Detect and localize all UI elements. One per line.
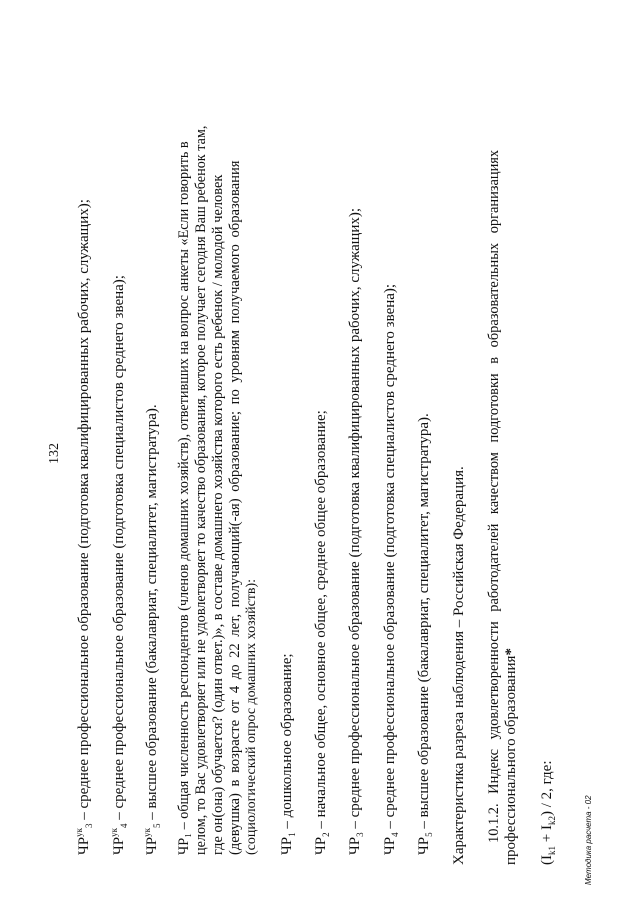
- cr5-label: ЧР: [144, 836, 160, 855]
- cr5-line: [143, 404, 162, 855]
- cr4-sub: 4: [119, 823, 129, 829]
- cr4b-label: ЧР: [382, 836, 398, 855]
- cr1-label: ЧР: [279, 836, 295, 855]
- cr5b-sub: 5: [424, 832, 434, 837]
- paragraph-cr1-line3: где он(она) обучается? (один ответ.)», в составе домашнего хозяйства которого есть ребенок / молодой человек: [210, 174, 226, 855]
- index-heading-line1: 10.1.2. Индекс удовлетворенности работодателей качеством подготовки в образовательных организациях: [486, 149, 502, 843]
- formula-sub1: k1: [547, 846, 557, 855]
- page-footer: Методика расчета - 02: [584, 795, 593, 885]
- cr3b-sub: 3: [355, 832, 365, 837]
- cr3-text: – среднее профессиональное образование (подготовка квалифицированных рабочих, служащих);: [76, 199, 92, 824]
- cr3-sub: 3: [84, 823, 94, 829]
- cr3b-text: – среднее профессиональное образование (подготовка квалифицированных рабочих, служащих);: [347, 207, 363, 833]
- cr3-sup: ук: [74, 828, 84, 837]
- cr1-line: [280, 653, 297, 855]
- cr5b-label: ЧР: [416, 836, 432, 855]
- cr3b-line: [348, 208, 365, 855]
- breakdown-line: Характеристика разреза наблюдения – Российская Федерация.: [451, 466, 467, 865]
- cr2-label: ЧР: [313, 836, 329, 855]
- cr5b-line: [417, 413, 434, 855]
- index-heading-text: профессионального образования: [503, 655, 519, 865]
- cr1-sub: 1: [287, 832, 297, 837]
- cr4-label: ЧР: [111, 836, 127, 855]
- cr4b-sub: 4: [390, 832, 400, 837]
- formula-mid: + I: [539, 825, 555, 846]
- cr5b-text: – высшее образование (бакалавриат, специалитет, магистратура).: [416, 413, 432, 833]
- paragraph-cr1-line4: (девушка) в возрасте от 4 до 22 лет, получающий(-ая) образование; по уровням получаемого образования: [227, 160, 243, 855]
- cr4b-line: [383, 284, 400, 855]
- cr1-text: – дошкольное образование;: [279, 653, 295, 833]
- cr2-text: – начальное общее, основное общее, среднее общее образование;: [313, 410, 329, 833]
- cr2-line: [314, 410, 331, 855]
- cr5-text: – высшее образование (бакалавриат, специалитет, магистратура).: [144, 404, 160, 824]
- cr2-sub: 2: [321, 832, 331, 837]
- paragraph-cr1-line1: ЧР₁ – общая численность респондентов (членов домашних хозяйств), ответивших на вопрос анкеты «Если говорить в: [176, 141, 192, 855]
- index-heading-line2: [504, 648, 519, 865]
- formula-close: ) / 2, где:: [539, 760, 555, 817]
- page-number: 132: [47, 443, 62, 464]
- cr3b-label: ЧР: [347, 836, 363, 855]
- formula-sub2: k2: [547, 816, 557, 826]
- index-heading-asterisk: *: [503, 648, 519, 656]
- cr5-sub: 5: [152, 823, 162, 829]
- cr4-line: [110, 275, 129, 855]
- paragraph-cr1-line5: (социологический опрос домашних хозяйств):: [244, 578, 259, 855]
- cr4-sup: ук: [109, 828, 119, 837]
- formula-line: [540, 761, 557, 866]
- cr3-line: [75, 199, 94, 855]
- cr4-text: – среднее профессиональное образование (подготовка специалистов среднего звена);: [111, 275, 127, 824]
- cr3-label: ЧР: [76, 836, 92, 855]
- cr4b-text: – среднее профессиональное образование (подготовка специалистов среднего звена);: [382, 283, 398, 833]
- formula-open: (I: [539, 855, 555, 865]
- paragraph-cr1-line2: целом, то Вас удовлетворяет или не удовлетворяет то качество образования, которое получает сегодня Ваш ребенок там,: [193, 125, 209, 855]
- cr5-sup: ук: [142, 828, 152, 837]
